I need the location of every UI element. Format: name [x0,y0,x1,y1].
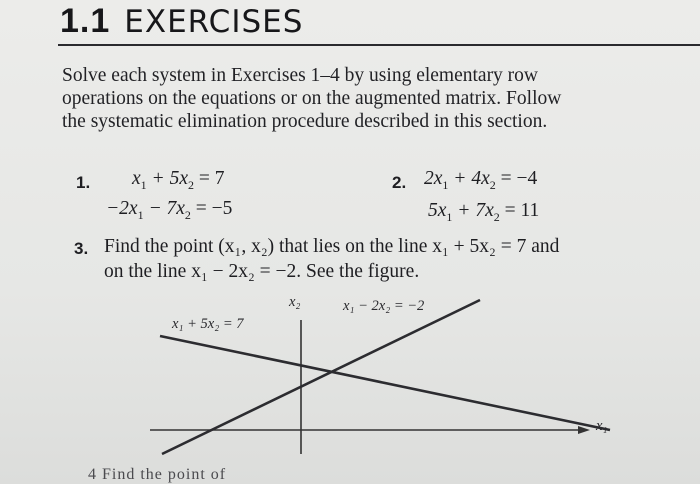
exercise-2-equation-1: $2x_1 + 4x_2 = -4$ [424,168,538,192]
section-number: 1.1 [60,2,111,40]
section-title: EXERCISES [124,4,304,40]
instructions-paragraph [62,64,700,133]
cutoff-next-exercise: 4 Find the point of [88,466,227,483]
instructions-line: Solve each system in Exercises 1–4 by using elementary row [62,65,539,86]
exercise-3-line-1: Find the point (x₁, x₂) that lies on the line x₁ + 5x₂ = 7 and [104,236,560,257]
line-a-label: x₁ + 5x₂ = 7 [172,316,244,332]
exercise-3-line-2: on the line x₁ − 2x₂ = −2. See the figure. [104,261,420,282]
x1-axis-label: x₁ [596,418,608,434]
x2-axis-label: x₂ [289,294,301,310]
instructions-line: operations on the equations or on the augmented matrix. Follow [62,88,562,109]
exercise-2-equation-2: $5x_1 + 7x_2 = 11$ [428,200,540,224]
heading-rule [58,44,700,46]
line-b-label: x₁ − 2x₂ = −2 [343,298,425,314]
line-a [160,336,610,430]
exercise-3-number: 3. [74,239,89,258]
exercise-2-number: 2. [392,173,407,192]
exercise-1-equation-2: $-2x_1 - 7x_2 = -5$ [106,198,233,222]
x1-axis-arrow-icon [578,426,590,434]
exercise-1-number: 1. [76,173,91,192]
instructions-line: the systematic elimination procedure described in this section. [62,111,548,132]
exercise-1-equation-1: $x_1 + 5x_2 = 7$ [132,168,225,192]
section-heading [60,2,303,41]
